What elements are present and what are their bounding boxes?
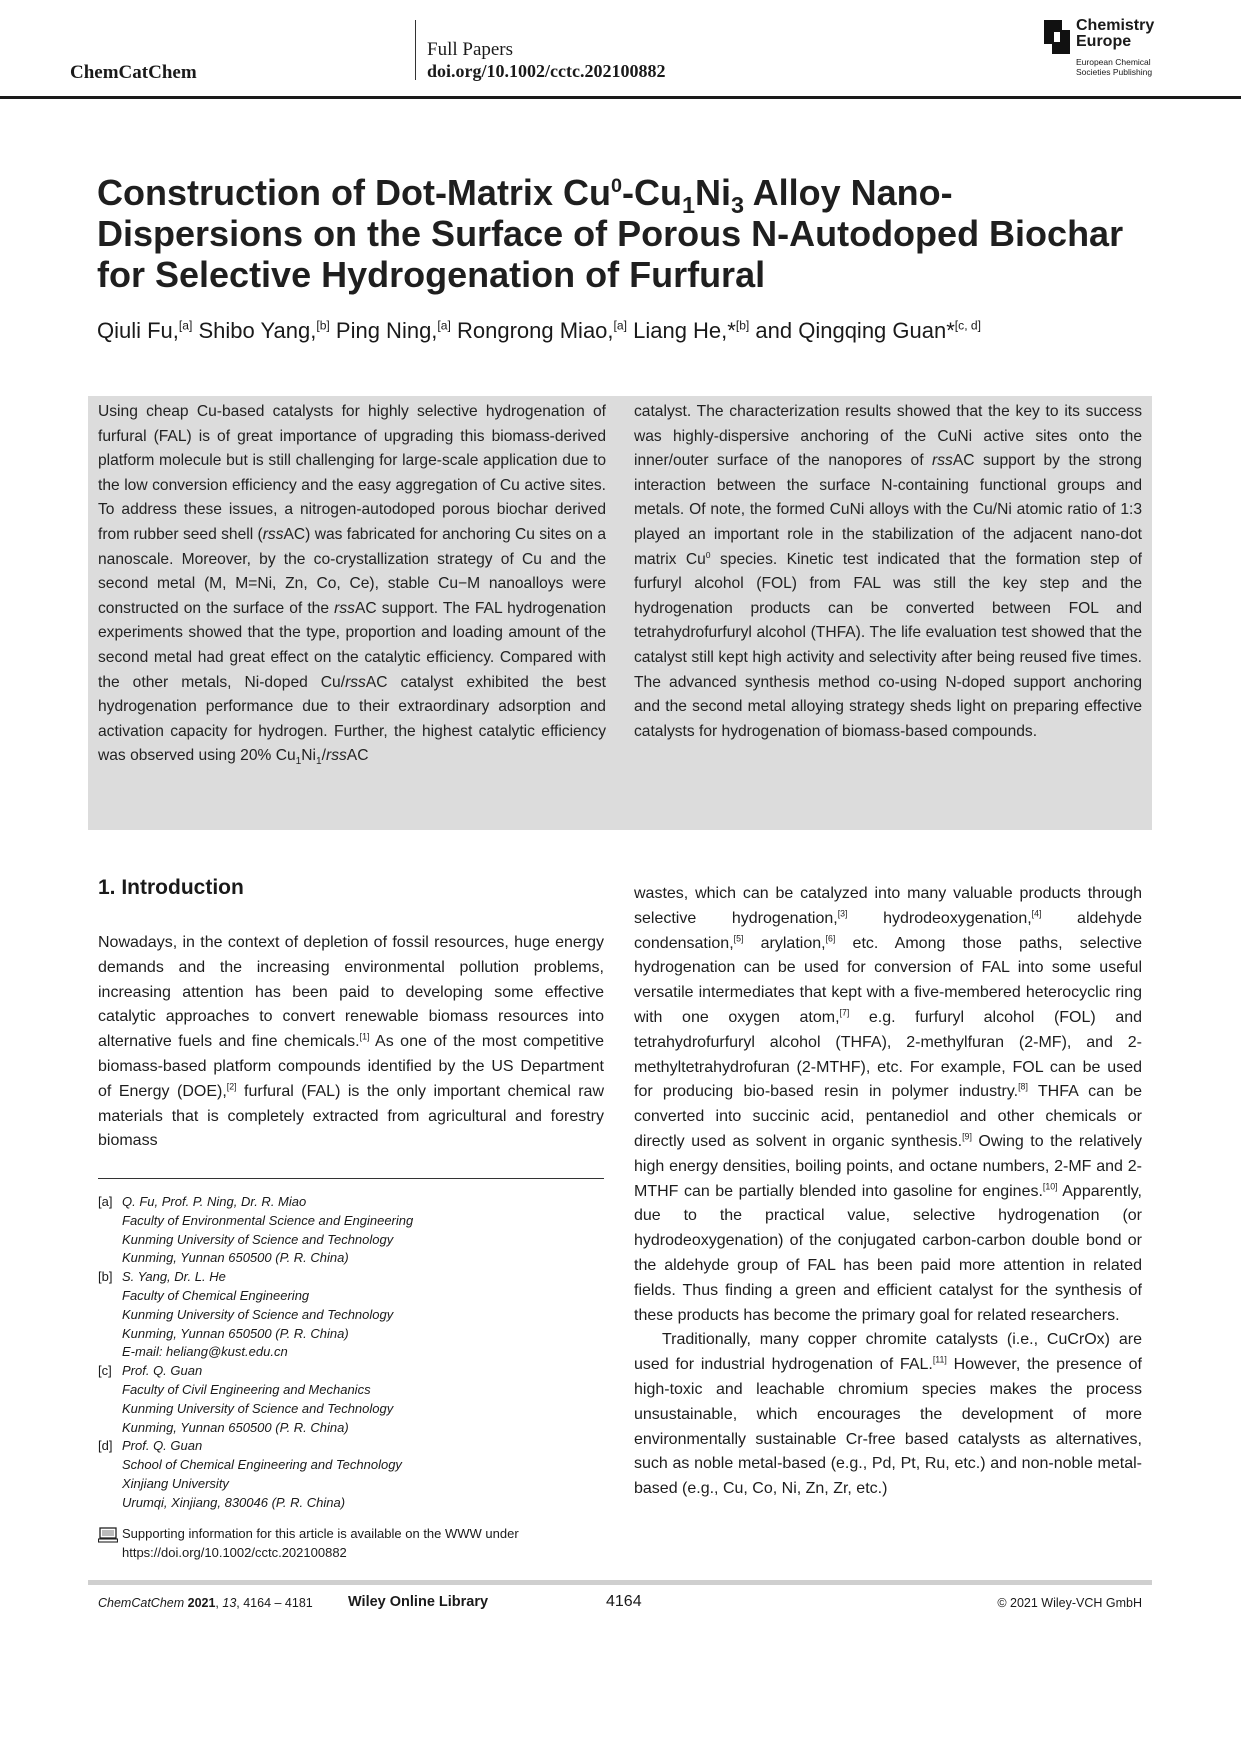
body-text: arylation, — [743, 934, 826, 952]
reference-link[interactable]: [1] — [359, 1031, 370, 1042]
chemistry-europe-logo-icon — [1044, 20, 1070, 54]
abstract-subscript: 1 — [316, 756, 322, 768]
supporting-information-link[interactable]: Supporting information for this article is available on the WWW under https://doi.org/10.1002/cctc.202100882 — [122, 1526, 519, 1560]
abstract-text: Using cheap Cu-based catalysts for highly selective hydrogenation of furfural (FAL) is of great importance of upgrading this biomass-derived platform molecule but is still challenging for large-scale application due to the low conversion efficiency and the easy aggregation of Cu active sites. To address these issues, a nitrogen-autodoped porous biochar derived from rubber seed shell ( — [98, 403, 606, 543]
affiliation-line: Faculty of Chemical Engineering — [122, 1287, 310, 1303]
affiliation-tag: [d] — [98, 1438, 113, 1454]
author — [627, 318, 749, 343]
author-affiliation-mark: [a] — [178, 318, 193, 333]
title-part: Ni — [694, 172, 731, 213]
affiliation-line: Faculty of Environmental Science and Engineering — [122, 1212, 414, 1228]
author — [97, 318, 192, 343]
body-text: However, the presence of high-toxic and leachable chromium species makes the process unsustainable, which encourages the development of more environmentally sustainable Cr-free based catalysts as alternatives, such as noble metal-based (e.g., Pd, Pt, Ru, etc.) and non-noble metal-based (e.g., Cu, Co, Ni, Zn, Zr, etc.) — [634, 1356, 1142, 1498]
affiliations — [98, 1193, 604, 1513]
reference-link[interactable]: [2] — [226, 1081, 237, 1092]
affiliation-line: Kunming, Yunnan 650500 (P. R. China) — [122, 1419, 349, 1435]
title-part: Construction of Dot-Matrix Cu — [97, 172, 611, 213]
body-text: Apparently, due to the practical value, selective hydrogenation (or hydrodeoxygenation) of the conjugated carbon-carbon double bond or the aldehyde group of FAL has been paid more attention in related fields. Thus finding a green and efficient catalyst for the synthesis of these products has become the primary goal for related researchers. — [634, 1182, 1143, 1324]
affiliation-tag: [c] — [98, 1363, 112, 1379]
affiliation-entry — [98, 1437, 604, 1512]
abstract-text: AC — [346, 747, 369, 765]
affiliation-line: Kunming University of Science and Technology — [122, 1400, 394, 1416]
body-paragraph — [634, 1328, 1142, 1502]
abstract-text: species. Kinetic test indicated that the formation step of furfuryl alcohol (FOL) from FAL was still the key step and the hydrogenation products can be converted between FOL and tetrahydrofurfuryl alcohol (THFA). The life evaluation test showed that the catalyst still kept high activity and selectivity after being reused five times. The advanced synthesis method co-using N-doped support anchoring and the second metal alloying strategy sheds light on preparing effective catalysts for hydrogenation of biomass-based compounds. — [634, 550, 1142, 740]
affiliation-entry — [98, 1362, 604, 1437]
abstract-superscript: 0 — [705, 549, 711, 560]
affiliation-line: Faculty of Civil Engineering and Mechanics — [122, 1381, 371, 1397]
abstract-italic: rss — [326, 747, 347, 765]
email-link[interactable]: E-mail: heliang@kust.edu.cn — [122, 1344, 288, 1360]
footnote-rule — [98, 1178, 604, 1179]
affiliation-entry — [98, 1193, 604, 1268]
footer-year: 2021 — [184, 1596, 216, 1610]
abstract-italic: rss — [932, 452, 953, 470]
footer-journal: ChemCatChem — [98, 1596, 185, 1610]
logo-subtitle — [1076, 57, 1186, 77]
body-text: hydrodeoxygenation, — [847, 909, 1032, 927]
reference-link[interactable]: [8] — [1018, 1082, 1028, 1093]
reference-link[interactable]: [6] — [825, 933, 836, 944]
affiliation-tag: [b] — [98, 1269, 113, 1285]
affiliation-line: Kunming, Yunnan 650500 (P. R. China) — [122, 1250, 349, 1266]
reference-link[interactable]: [9] — [962, 1131, 972, 1142]
author-name: Rongrong Miao, — [450, 318, 614, 343]
abstract-text: / — [321, 747, 326, 765]
body-text: Owing to the relatively high energy densities, boiling points, and octane numbers, 2-MF and 2-MTHF can be partially blended into gasoline for engines. — [634, 1132, 1142, 1200]
author-affiliation-mark: [a] — [437, 318, 451, 333]
header-divider — [415, 20, 416, 80]
copyright: © 2021 Wiley-VCH GmbH — [997, 1596, 1142, 1610]
abstract-left-column — [98, 400, 606, 769]
section-heading-introduction: 1. Introduction — [98, 876, 244, 899]
body-text: aldehyde condensation, — [634, 909, 1143, 952]
affiliation-line: Kunming University of Science and Technology — [122, 1306, 394, 1322]
abstract-text: Ni — [301, 747, 317, 765]
author-name: Shibo Yang, — [192, 318, 317, 343]
affiliation-line: Kunming University of Science and Technology — [122, 1231, 394, 1247]
logo-subtitle-line-2: Societies Publishing — [1076, 67, 1153, 77]
footer-citation: ChemCatChem 2021, 13, 4164 – 4181 — [98, 1596, 313, 1610]
body-text: etc. Among those paths, selective hydrogenation can be used for conversion of FAL into some useful versatile intermediates that kept with a five-membered heterocyclic ring with one oxygen atom, — [634, 934, 1142, 1026]
abstract-italic: rss — [262, 525, 284, 543]
reference-link[interactable]: [5] — [733, 933, 744, 944]
author — [192, 318, 329, 343]
article-title — [97, 172, 1157, 295]
logo-title-line-1: Chemistry — [1076, 17, 1155, 34]
author-list — [97, 316, 1157, 346]
body-text: Traditionally, many copper chromite catalysts (i.e., CuCrOx) are used for industrial hydrogenation of FAL. — [634, 1331, 1142, 1374]
title-subscript: 1 — [681, 192, 695, 219]
computer-icon — [98, 1527, 118, 1543]
affiliation-line: Prof. Q. Guan — [122, 1438, 203, 1454]
title-part: Alloy Nano-Dispersions on the Surface of Porous N-Autodoped Biochar for Selective Hydrogenation of Furfural — [97, 172, 1124, 295]
abstract-text: catalyst. The characterization results showed that the key to its success was highly-dispersive anchoring of the CuNi active sites onto the inner/outer surface of the nanopores of — [634, 403, 1142, 470]
author-name: Ping Ning, — [329, 318, 438, 343]
logo-title — [1076, 18, 1154, 50]
supporting-information — [98, 1525, 604, 1563]
wiley-online-library-link[interactable]: Wiley Online Library — [348, 1594, 489, 1610]
affiliation-tag: [a] — [98, 1194, 113, 1209]
affiliation-line: S. Yang, Dr. L. He — [122, 1269, 226, 1285]
journal-name: ChemCatChem — [70, 62, 197, 83]
author-affiliation-mark: [a] — [613, 318, 627, 333]
affiliation-entry — [98, 1268, 604, 1362]
affiliation-line: Q. Fu, Prof. P. Ning, Dr. R. Miao — [122, 1194, 307, 1209]
affiliation-line: School of Chemical Engineering and Technology — [122, 1457, 402, 1473]
author-affiliation-mark: [b] — [316, 318, 330, 333]
affiliation-line: Kunming, Yunnan 650500 (P. R. China) — [122, 1325, 349, 1341]
logo-title-line-2: Europe — [1076, 33, 1132, 50]
body-paragraph — [634, 882, 1142, 1328]
reference-link[interactable]: [3] — [837, 908, 848, 919]
author — [330, 318, 451, 343]
affiliation-line: Xinjiang University — [122, 1475, 229, 1491]
body-text: e.g. furfuryl alcohol (FOL) and tetrahydrofurfuryl alcohol (THFA), 2-methylfuran (2-MF), and 2-methyltetrahydrofuran (2-MTHF), etc. For example, FOL can be used for producing bio-based resin in polymer industry. — [634, 1008, 1143, 1101]
body-text: Nowadays, in the context of depletion of fossil resources, huge energy demands and the increasing environmental pollution problems, increasing attention has been paid to developing some effective catalytic approaches to convert renewable biomass resources into alternative fuels and fine chemicals. — [98, 934, 604, 1051]
author — [749, 318, 981, 343]
author-affiliation-mark: [b] — [735, 318, 750, 333]
doi-link[interactable]: doi.org/10.1002/cctc.202100882 — [427, 61, 666, 81]
abstract-text: AC) was fabricated for anchoring Cu sites on a nanoscale. Moreover, by the co-crystallization strategy of Cu and the second metal (M, M=Ni, Zn, Co, Ce), stable Cu−M nanoalloys were constructed on the surface of the — [98, 525, 606, 617]
abstract-text: AC catalyst exhibited the best hydrogenation performance due to their extraordinary adsorption and activation capacity for hydrogen. Further, the highest catalytic efficiency was observed using 20% Cu — [98, 673, 606, 765]
body-text: furfural (FAL) is the only important chemical raw materials that is completely extracted from agricultural and forestry biomass — [98, 1082, 605, 1150]
intro-paragraph — [98, 931, 604, 1154]
publisher-logo — [1044, 18, 1194, 82]
body-text: As one of the most competitive biomass-based platform compounds identified by the US Department of Energy (DOE), — [98, 1033, 605, 1100]
title-superscript: 0 — [610, 175, 622, 197]
author-name: Liang He,* — [626, 318, 736, 343]
body-text: THFA can be converted into succinic acid, pentanediol and other chemicals or directly used as solvent in organic synthesis. — [634, 1083, 1142, 1150]
abstract-text: AC support by the strong interaction between the surface N-containing functional groups and metals. Of note, the formed CuNi alloys with the Cu/Ni atomic ratio of 1:3 played an important role in the stabilization of the adjacent nano-dot matrix Cu — [634, 452, 1142, 568]
abstract-right-column — [634, 400, 1142, 744]
affiliation-line: Prof. Q. Guan — [122, 1363, 203, 1379]
logo-subtitle-line-1: European Chemical — [1076, 57, 1151, 67]
page-number: 4164 — [606, 1593, 642, 1610]
affiliation-line: Urumqi, Xinjiang, 830046 (P. R. China) — [122, 1494, 346, 1510]
abstract-italic: rss — [345, 673, 366, 691]
title-subscript: 3 — [730, 192, 744, 219]
abstract-italic: rss — [334, 599, 355, 617]
author-affiliation-mark: [c, d] — [954, 318, 982, 333]
body-text: wastes, which can be catalyzed into many valuable products through selective hydrogenation, — [634, 885, 1142, 927]
reference-link[interactable]: [11] — [932, 1354, 947, 1365]
abstract-subscript: 1 — [295, 756, 302, 768]
reference-link[interactable]: [10] — [1042, 1181, 1058, 1192]
header-rule — [0, 96, 1241, 99]
section-type: Full Papers — [427, 39, 514, 60]
right-column-text — [634, 882, 1142, 1502]
footer-volume: 13 — [222, 1596, 237, 1610]
author — [451, 318, 627, 343]
reference-link[interactable]: [7] — [839, 1007, 850, 1018]
author-name: Qiuli Fu, — [97, 318, 179, 343]
title-part: -Cu — [621, 172, 682, 213]
abstract-text: AC support. The FAL hydrogenation experiments showed that the type, proportion and loading amount of the second metal had great effect on the catalytic efficiency. Compared with the other metals, Ni-doped Cu/ — [98, 599, 606, 691]
footer-pages: , 4164 – 4181 — [236, 1596, 313, 1610]
reference-link[interactable]: [4] — [1031, 908, 1042, 919]
author-name: and Qingqing Guan* — [749, 318, 955, 343]
footer-rule — [88, 1580, 1152, 1585]
